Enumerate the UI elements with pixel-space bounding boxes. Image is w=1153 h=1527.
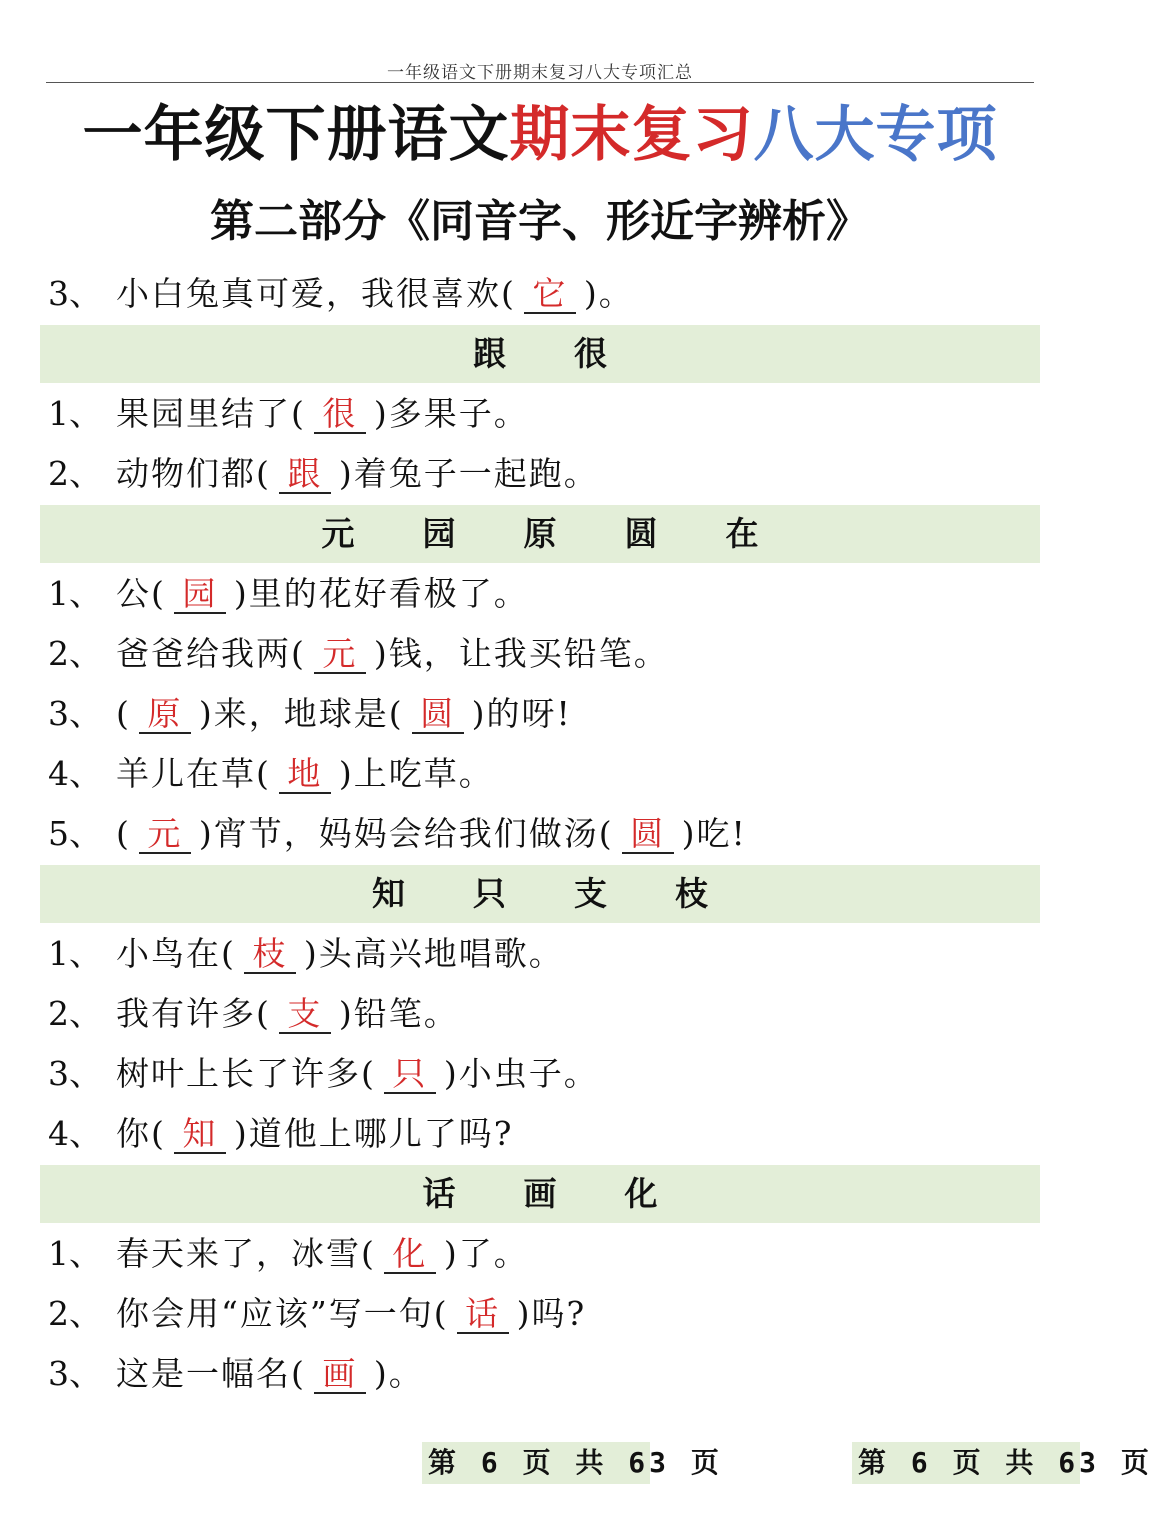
sentence-text: )的呀! xyxy=(471,694,572,733)
sentence-text: )吃! xyxy=(681,814,747,853)
item-number: 4、 xyxy=(48,1114,102,1153)
item-number: 3、 xyxy=(48,1054,102,1093)
answer-blank: 元 xyxy=(314,636,366,674)
group-character: 化 xyxy=(624,1174,658,1213)
sentence-text: 你( xyxy=(116,1114,166,1153)
exercise-line xyxy=(40,444,1040,504)
sentence-text: 公( xyxy=(116,574,166,613)
sentence-text: )了。 xyxy=(443,1234,529,1273)
exercise-line xyxy=(40,1044,1040,1104)
sentence-text: )来，地球是( xyxy=(198,694,404,733)
exercise-line xyxy=(40,564,1040,624)
item-number: 1、 xyxy=(48,1234,102,1273)
answer-blank: 圆 xyxy=(412,696,464,734)
running-head: 一年级语文下册期末复习八大专项汇总 xyxy=(387,63,693,83)
sentence-text: )着兔子一起跑。 xyxy=(338,454,599,493)
exercise-line xyxy=(40,264,1040,324)
item-number: 1、 xyxy=(48,394,102,433)
sentence-text: )小虫子。 xyxy=(443,1054,599,1093)
group-character: 只 xyxy=(473,874,506,913)
answer-blank: 知 xyxy=(174,1116,226,1154)
sentence-text: )。 xyxy=(373,1354,424,1393)
character-group-header xyxy=(40,325,1040,383)
answer-blank: 地 xyxy=(279,756,331,794)
sentence-text: )吗? xyxy=(516,1294,587,1333)
sentence-text: 爸爸给我两( xyxy=(116,634,306,673)
exercise-line xyxy=(40,1224,1040,1284)
item-number: 2、 xyxy=(48,994,102,1033)
group-character: 支 xyxy=(574,874,607,913)
exercise-line xyxy=(40,1344,1040,1404)
answer-blank: 化 xyxy=(384,1236,436,1274)
group-character: 话 xyxy=(422,1174,456,1213)
group-character: 枝 xyxy=(675,874,708,913)
sentence-text: ( xyxy=(116,814,131,853)
sentence-text: )里的花好看极了。 xyxy=(233,574,529,613)
character-group-header xyxy=(40,505,1040,563)
sentence-text: 小白兔真可爱，我很喜欢( xyxy=(116,274,516,313)
sentence-text: )上吃草。 xyxy=(338,754,494,793)
item-number: 3、 xyxy=(48,1354,102,1393)
page-number-label: 第 6 页 共 63 页 xyxy=(422,1442,650,1484)
group-character: 原 xyxy=(523,514,557,553)
group-character: 画 xyxy=(523,1174,557,1213)
sentence-text: )道他上哪儿了吗? xyxy=(233,1114,514,1153)
exercise-content xyxy=(40,264,1040,1404)
section-subtitle: 第二部分《同音字、形近字辨析》 xyxy=(210,196,870,247)
item-number: 4、 xyxy=(48,754,102,793)
answer-blank: 它 xyxy=(524,276,576,314)
answer-blank: 很 xyxy=(314,396,366,434)
sentence-text: 果园里结了( xyxy=(116,394,306,433)
answer-blank: 园 xyxy=(174,576,226,614)
page-number-label: 第 6 页 共 63 页 xyxy=(852,1442,1080,1484)
group-character: 知 xyxy=(372,874,405,913)
sentence-text: 动物们都( xyxy=(116,454,271,493)
exercise-line xyxy=(40,624,1040,684)
sentence-text: ( xyxy=(116,694,131,733)
group-character: 在 xyxy=(725,514,759,553)
sentence-text: )钱，让我买铅笔。 xyxy=(373,634,669,673)
item-number: 1、 xyxy=(48,934,102,973)
exercise-line xyxy=(40,924,1040,984)
sentence-text: 你会用“应该”写一句( xyxy=(116,1294,449,1333)
group-character: 圆 xyxy=(624,514,658,553)
group-character: 园 xyxy=(422,514,456,553)
exercise-line xyxy=(40,1284,1040,1344)
answer-blank: 画 xyxy=(314,1356,366,1394)
sentence-text: )宵节，妈妈会给我们做汤( xyxy=(198,814,614,853)
exercise-line xyxy=(40,744,1040,804)
exercise-line xyxy=(40,684,1040,744)
item-number: 5、 xyxy=(48,814,102,853)
answer-blank: 枝 xyxy=(244,936,296,974)
item-number: 1、 xyxy=(48,574,102,613)
sentence-text: )多果子。 xyxy=(373,394,529,433)
header-divider xyxy=(46,82,1034,83)
exercise-line xyxy=(40,804,1040,864)
answer-blank: 话 xyxy=(457,1296,509,1334)
group-character: 跟 xyxy=(473,334,506,373)
sentence-text: )。 xyxy=(583,274,634,313)
title-part-black: 一年级下册语文 xyxy=(82,100,510,170)
sentence-text: 羊儿在草( xyxy=(116,754,271,793)
group-character: 元 xyxy=(321,514,355,553)
sentence-text: 小鸟在( xyxy=(116,934,236,973)
sentence-text: )铅笔。 xyxy=(338,994,459,1033)
character-group-header xyxy=(40,865,1040,923)
answer-blank: 原 xyxy=(139,696,191,734)
answer-blank: 元 xyxy=(139,816,191,854)
item-number: 2、 xyxy=(48,454,102,493)
sentence-text: 树叶上长了许多( xyxy=(116,1054,376,1093)
sentence-text: 我有许多( xyxy=(116,994,271,1033)
page-title xyxy=(0,96,1080,174)
answer-blank: 圆 xyxy=(622,816,674,854)
item-number: 2、 xyxy=(48,634,102,673)
answer-blank: 只 xyxy=(384,1056,436,1094)
item-number: 3、 xyxy=(48,274,102,313)
sentence-text: 春天来了，冰雪( xyxy=(116,1234,376,1273)
answer-blank: 跟 xyxy=(279,456,331,494)
item-number: 2、 xyxy=(48,1294,102,1333)
exercise-line xyxy=(40,984,1040,1044)
title-part-red: 期末复习 xyxy=(509,100,754,170)
exercise-line xyxy=(40,384,1040,444)
item-number: 3、 xyxy=(48,694,102,733)
exercise-line xyxy=(40,1104,1040,1164)
sentence-text: 这是一幅名( xyxy=(116,1354,306,1393)
sentence-text: )头高兴地唱歌。 xyxy=(303,934,564,973)
group-character: 很 xyxy=(574,334,607,373)
title-part-blue: 八大专项 xyxy=(753,100,998,170)
character-group-header xyxy=(40,1165,1040,1223)
answer-blank: 支 xyxy=(279,996,331,1034)
